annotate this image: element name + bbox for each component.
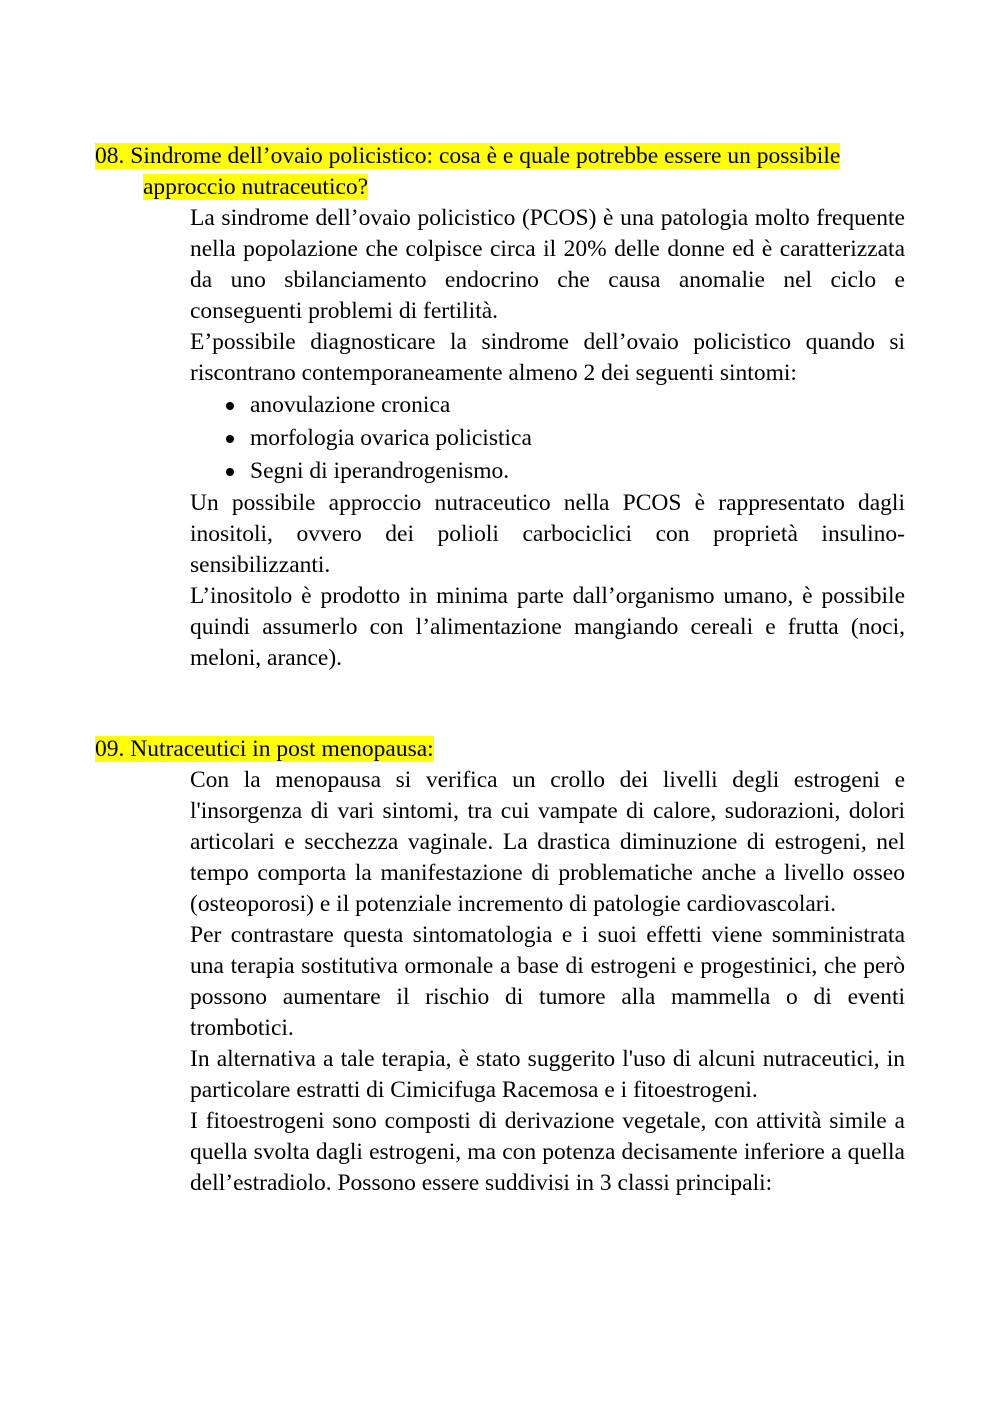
list-item xyxy=(250,422,905,455)
section-08-heading-text: 08. Sindrome dell’ovaio policistico: cosa è e quale potrebbe essere un possibile approccio nutraceutico? xyxy=(95,143,841,200)
list-item-text: Segni di iperandrogenismo. xyxy=(250,458,510,484)
paragraph: E’possibile diagnosticare la sindrome dell’ovaio policistico quando si riscontrano contemporaneamente almeno 2 dei seguenti sintomi: xyxy=(190,329,905,386)
list-item xyxy=(250,389,905,422)
list-item-text: anovulazione cronica xyxy=(250,392,451,418)
section-09-heading-text: 09. Nutraceutici in post menopausa: xyxy=(95,736,434,762)
symptom-list xyxy=(190,389,905,488)
paragraph: Un possibile approccio nutraceutico nella PCOS è rappresentato dagli inositoli, ovvero dei polioli carbociclici con proprietà insulino-sensibilizzanti. xyxy=(190,490,905,578)
section-08-heading xyxy=(95,141,903,203)
section-09-body xyxy=(190,765,905,1199)
section-08-body xyxy=(190,203,905,674)
bullet-icon xyxy=(226,402,234,410)
paragraph: I fitoestrogeni sono composti di derivazione vegetale, con attività simile a quella svolta dagli estrogeni, ma con potenza decisamente inferiore a quella dell’estradiolo. Possono essere suddivisi in 3 classi principali: xyxy=(190,1108,905,1196)
section-09 xyxy=(95,734,915,1199)
paragraph: L’inositolo è prodotto in minima parte dall’organismo umano, è possibile quindi assumerlo con l’alimentazione mangiando cereali e frutta (noci, meloni, arance). xyxy=(190,583,905,671)
paragraph: Con la menopausa si verifica un crollo dei livelli degli estrogeni e l'insorgenza di vari sintomi, tra cui vampate di calore, sudorazioni, dolori articolari e secchezza vaginale. La drastica diminuzione di estrogeni, nel tempo comporta la manifestazione di problematiche anche a livello osseo (osteoporosi) e il potenziale incremento di patologie cardiovascolari. xyxy=(190,767,905,917)
section-09-heading xyxy=(95,734,903,765)
paragraph: In alternativa a tale terapia, è stato suggerito l'uso di alcuni nutraceutici, in particolare estratti di Cimicifuga Racemosa e i fitoestrogeni. xyxy=(190,1046,905,1103)
bullet-icon xyxy=(226,468,234,476)
list-item xyxy=(250,455,905,488)
paragraph: Per contrastare questa sintomatologia e i suoi effetti viene somministrata una terapia sostitutiva ormonale a base di estrogeni e progestinici, che però possono aumentare il rischio di tumore alla mammella o di eventi trombotici. xyxy=(190,922,905,1041)
bullet-icon xyxy=(226,435,234,443)
paragraph: La sindrome dell’ovaio policistico (PCOS) è una patologia molto frequente nella popolazione che colpisce circa il 20% delle donne ed è caratterizzata da uno sbilanciamento endocrino che causa anomalie nel ciclo e conseguenti problemi di fertilità. xyxy=(190,205,905,324)
list-item-text: morfologia ovarica policistica xyxy=(250,425,532,451)
section-08 xyxy=(95,141,915,674)
